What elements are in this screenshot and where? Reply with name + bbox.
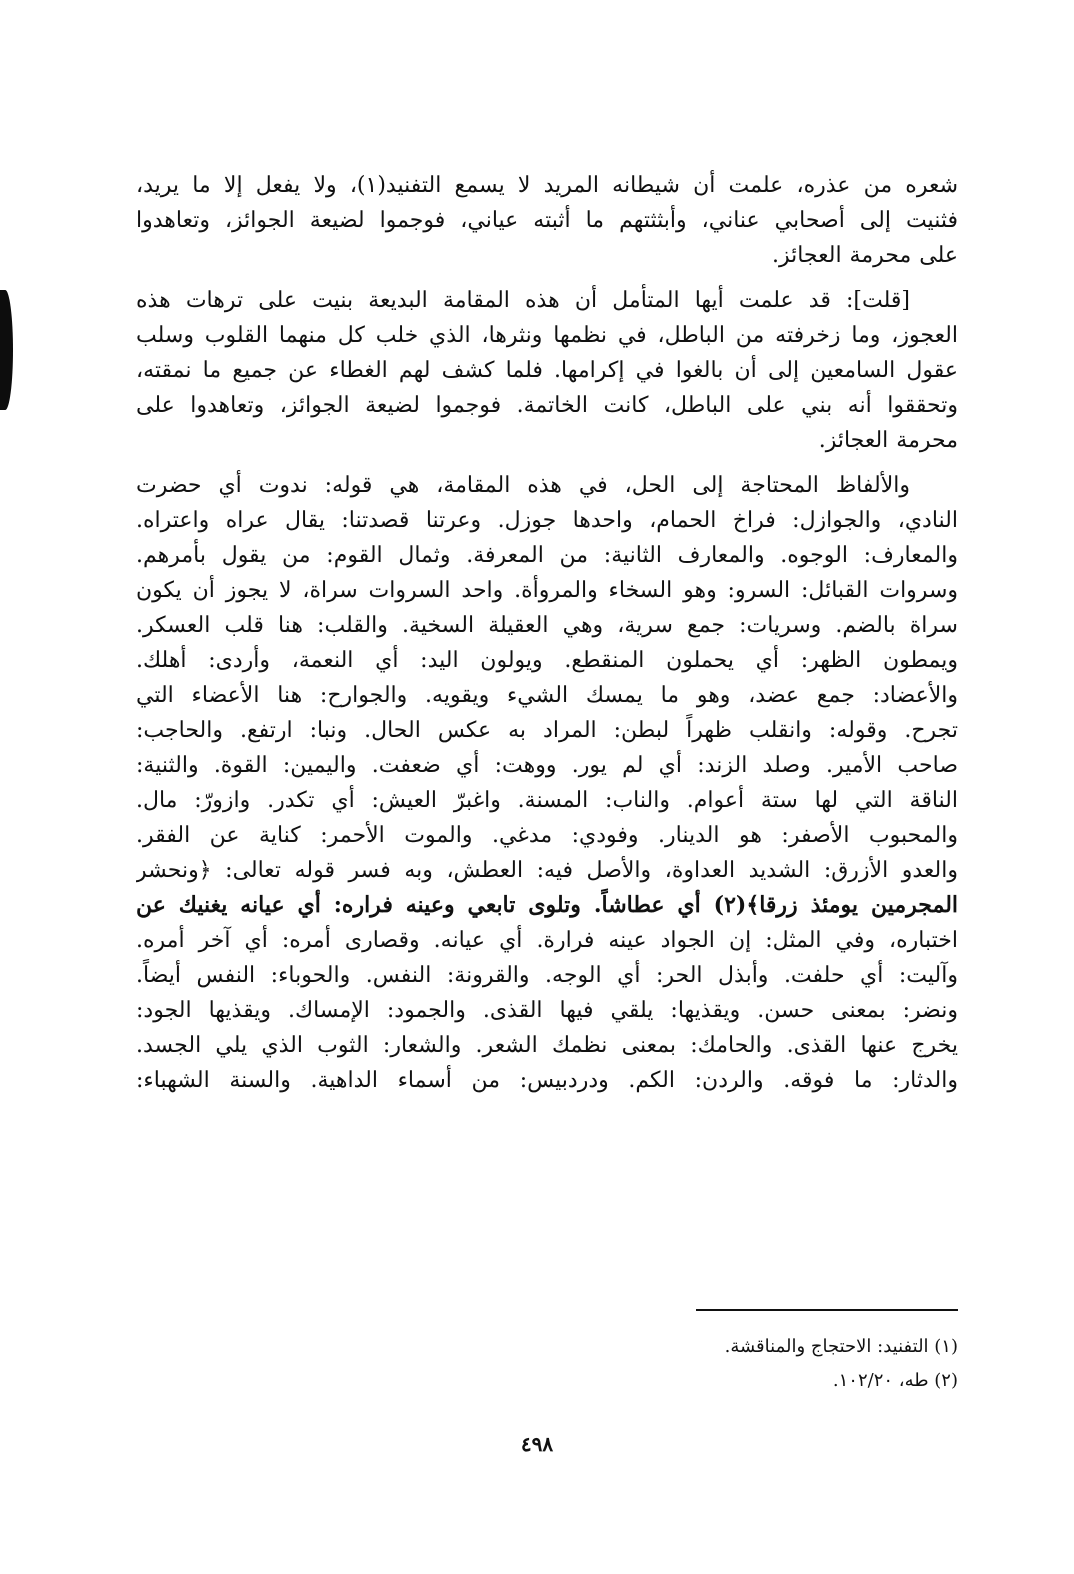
text-line: العجوز، وما زخرفته من الباطل، في نظمها ونثرها، الذي خلب كل منهما القلوب وسلب xyxy=(136,323,958,348)
text-line: النادي، والجوازل: فراخ الحمام، واحدها جوزل. وعرتنا قصدتنا: يقال عراه واعتراه. xyxy=(136,508,958,533)
text-line: والمعارف: الوجوه. والمعارف الثانية: من المعرفة. وثمال القوم: من يقول بأمرهم. xyxy=(136,543,958,568)
text-line: والدثار: ما فوقه. والردن: الكم. ودردبيس: من أسماء الداهية. والسنة الشهباء: xyxy=(136,1068,958,1093)
text-line: والمحبوب الأصفر: هو الدينار. وفودي: مدغي. والموت الأحمر: كناية عن الفقر. xyxy=(136,823,958,848)
text-line: ويمطون الظهر: أي يحملون المنقطع. ويولون اليد: أي النعمة، وأردى: أهلك. xyxy=(136,648,958,673)
text-line: يخرج عنها القذى. والحامك: بمعنى نظمك الشعر. والشعار: الثوب الذي يلي الجسد. xyxy=(136,1033,958,1058)
page-number: ٤٩٨ xyxy=(520,1432,554,1456)
text-line: والأعضاد: جمع عضد، وهو ما يمسك الشيء ويقويه. والجوارح: هنا الأعضاء التي xyxy=(136,683,958,708)
text-line: فثنيت إلى أصحابي عناني، وأبثثتهم ما أثبته عياني، فوجموا لضيعة الجوائز، وتعاهدوا xyxy=(136,208,958,233)
footnotes xyxy=(136,1330,958,1398)
text-line: [قلت]: قد علمت أيها المتأمل أن هذه المقامة البديعة بنيت على ترهات هذه xyxy=(136,288,910,313)
footnote-1: (١) التفنيد: الاحتجاج والمناقشة. xyxy=(724,1336,958,1357)
footnote-2: (٢) طه، ١٠٢/٢٠. xyxy=(832,1370,958,1391)
scan-edge-mark xyxy=(0,290,13,410)
text-line: شعره من عذره، علمت أن شيطانه المريد لا يسمع التفنيد(١)، ولا يفعل إلا ما يريد، xyxy=(136,173,958,198)
text-line: تجرح. وقوله: وانقلب ظهراً لبطن: المراد به عكس الحال. ونبا: ارتفع. والحاجب: xyxy=(136,718,958,743)
paragraph-continuation xyxy=(136,168,958,273)
text-line: ونضر: بمعنى حسن. ويقذيها: يلقي فيها القذى. والجمود: الإمساك. ويقذيها الجود: xyxy=(136,998,958,1023)
text-line: صاحب الأمير. وصلد الزند: أي لم يور. ووهت: أي ضعفت. واليمين: القوة. والثنية: xyxy=(136,753,958,778)
text-line: وآليت: أي حلفت. وأبذل الحر: أي الوجه. والقرونة: النفس. والحوباء: النفس أيضاً. xyxy=(136,963,958,988)
text-line: على محرمة العجائز. xyxy=(771,243,958,268)
text-line: محرمة العجائز. xyxy=(818,428,958,453)
text-line: عقول السامعين إلى أن بالغوا في إكرامها. فلما كشف لهم الغطاء عن جميع ما نمقته، xyxy=(136,358,958,383)
text-line: اختباره، وفي المثل: إن الجواد عينه فرارة. أي عيانه. وقصارى أمره: أي آخر أمره. xyxy=(136,928,958,953)
text-line: وتحققوا أنه بني على الباطل، كانت الخاتمة. فوجموا لضيعة الجوائز، وتعاهدوا على xyxy=(136,393,958,418)
text-line: الناقة التي لها ستة أعوام. والناب: المسنة. واغبرّ العيش: أي تكدر. وازورّ: مال. xyxy=(136,788,958,813)
main-text xyxy=(136,168,958,1108)
footnote-divider xyxy=(696,1309,958,1311)
text-line: والعدو الأزرق: الشديد العداوة، والأصل فيه: العطش، وبه فسر قوله تعالى: ﴿ونحشر xyxy=(136,858,958,883)
text-line: والألفاظ المحتاجة إلى الحل، في هذه المقامة، هي قوله: ندوت أي حضرت xyxy=(136,473,910,498)
paragraph-glossary xyxy=(136,468,958,1098)
text-line: وسروات القبائل: السرو: وهو السخاء والمروأة. واحد السروات سراة، لا يجوز أن يكون xyxy=(136,578,958,603)
text-line: سراة بالضم. وسريات: جمع سرية، وهي العقيلة السخية. والقلب: هنا قلب العسكر. xyxy=(136,613,958,638)
text-line-quran: المجرمين يومئذ زرقا﴾(٢) أي عطاشاً. وتلوى تابعي وعينه فراره: أي عيانه يغنيك عن xyxy=(136,892,958,918)
paragraph-commentary xyxy=(136,283,958,458)
